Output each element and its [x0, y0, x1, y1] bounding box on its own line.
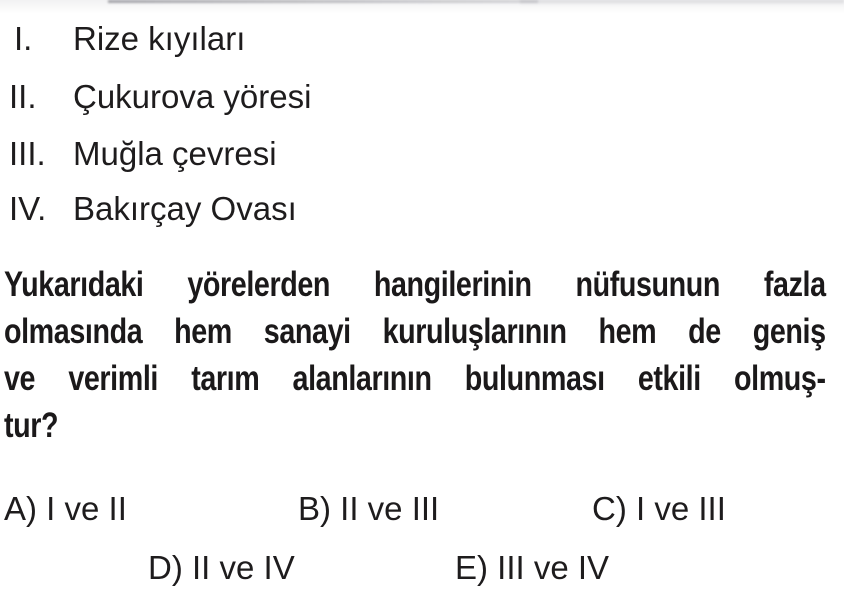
premise-numeral: II.	[9, 78, 37, 115]
premise-text: Rize kıyıları	[73, 20, 246, 57]
question-line-2: olmasında hem sanayi kuruluşlarının hem de geniş	[4, 312, 826, 351]
option-label: B)	[298, 490, 331, 527]
premise-numeral: III.	[9, 135, 46, 172]
option-label: C)	[592, 490, 627, 527]
option-label: E)	[455, 549, 488, 586]
premise-item-2	[9, 78, 311, 116]
option-text: I ve III	[636, 490, 726, 527]
option-text: II ve IV	[192, 549, 295, 586]
answer-option-c[interactable]	[592, 490, 726, 528]
question-stem-text	[4, 261, 826, 449]
option-text: III ve IV	[497, 549, 610, 586]
question-line-3: ve verimli tarım alanlarının bulunması etkili olmuş-	[4, 359, 826, 398]
option-text: II ve III	[340, 490, 440, 527]
scan-artifact-line-light	[520, 0, 844, 5]
question-line-4: tur?	[4, 406, 59, 445]
scan-artifact-top	[0, 0, 844, 14]
premise-item-3	[9, 135, 277, 173]
answer-option-d[interactable]	[148, 549, 295, 587]
premise-item-1	[9, 20, 245, 58]
premise-numeral: I.	[14, 20, 33, 57]
question-stem	[4, 261, 826, 461]
premise-text: Muğla çevresi	[73, 135, 277, 172]
premise-text: Bakırçay Ovası	[73, 190, 297, 227]
premise-text: Çukurova yöresi	[73, 78, 312, 115]
option-label: D)	[148, 549, 183, 586]
answer-option-b[interactable]	[298, 490, 439, 528]
option-label: A)	[4, 490, 37, 527]
answer-option-a[interactable]	[4, 490, 127, 528]
premise-item-4	[9, 190, 297, 228]
option-text: I ve II	[46, 490, 127, 527]
premise-numeral: IV.	[9, 190, 47, 227]
answer-option-e[interactable]	[455, 549, 609, 587]
question-line-1: Yukarıdaki yörelerden hangilerinin nüfusunun fazla	[4, 265, 826, 304]
scan-artifact-line	[108, 0, 538, 3]
